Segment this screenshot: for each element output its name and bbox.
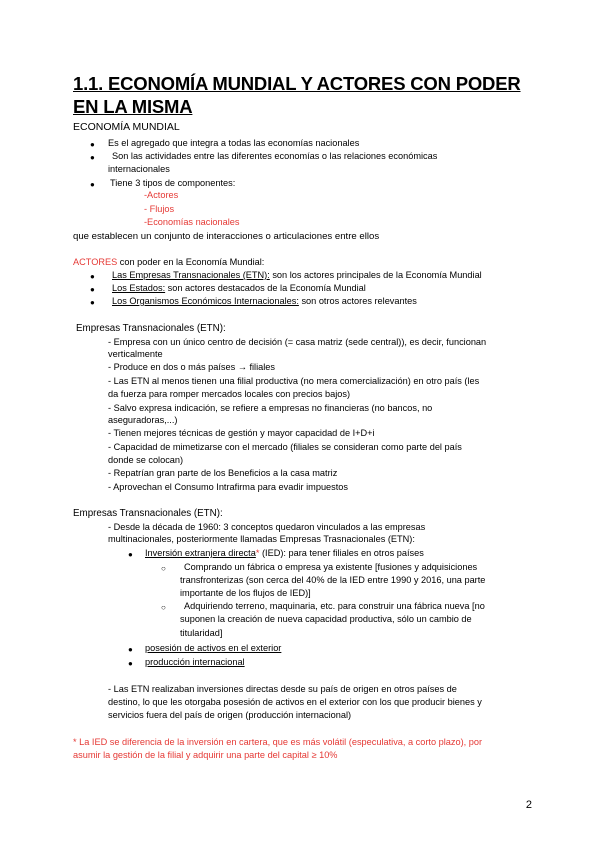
section-heading-etn: Empresas Transnacionales (ETN): <box>76 323 226 334</box>
footnote-line: * La IED se diferencia de la inversión en cartera, que es más volátil (especulativa, a corto plazo), por <box>73 737 483 747</box>
bullet-dot: ● <box>90 153 95 162</box>
produccion-item: producción internacional <box>145 657 245 667</box>
etn-line: - Salvo expresa indicación, se refiere a empresas no financieras (no bancos, no <box>108 403 433 413</box>
actor-item <box>112 295 417 308</box>
actores-word: ACTORES <box>73 257 118 267</box>
etn2-final-line: servicios fuera del país de origen (producción internacional) <box>108 710 352 720</box>
bullet-text-continued: internacionales <box>108 164 170 174</box>
ied-sub-line: importante de los flujos de IED)] <box>180 588 311 598</box>
etn-line: da fuerza para romper mercados locales con precios bajos) <box>108 389 351 399</box>
bullet-dot: ● <box>90 272 95 281</box>
actor-item <box>112 269 482 282</box>
ied-item <box>145 547 424 560</box>
actor-item-label: Las Empresas Transnacionales (ETN): <box>112 270 270 280</box>
bullet-text: Son las actividades entre las diferentes economías o las relaciones económicas <box>112 151 438 161</box>
actor-item-label: Los Organismos Económicos Internacionales: <box>112 296 299 306</box>
component-item: -Economías nacionales <box>144 217 240 227</box>
bullet-text: Tiene 3 tipos de componentes: <box>110 178 236 188</box>
ied-sub-line: titularidad] <box>180 628 223 638</box>
etn2-final-line: destino, lo que les otorgaba posesión de activos en el exterior con los que producir bienes y <box>108 697 482 707</box>
closing-text: que establecen un conjunto de interacciones o articulaciones entre ellos <box>73 231 380 242</box>
section-heading-economia-mundial: ECONOMÍA MUNDIAL <box>73 121 180 133</box>
etn-line: - Aprovechan el Consumo Intrafirma para evadir impuestos <box>108 482 349 492</box>
bullet-dot: ● <box>90 285 95 294</box>
etn-line: aseguradoras,...) <box>108 415 178 425</box>
etn-line: - Las ETN al menos tienen una filial productiva (no mera comercialización) en otro país (les <box>108 376 480 386</box>
ied-sub-line: Adquiriendo terreno, maquinaria, etc. para construir una fábrica nueva [no <box>184 601 485 611</box>
actor-item-desc: son otros actores relevantes <box>298 296 417 306</box>
bullet-dot: ● <box>128 645 133 654</box>
bullet-dot: ● <box>90 140 95 149</box>
ied-sub-line: transfronterizas (son cerca del 40% de la IED entre 1990 y 2016, una parte <box>180 575 486 585</box>
actor-item-desc: son los actores principales de la Economía Mundial <box>269 270 482 280</box>
etn-line: - Repatrían gran parte de los Beneficios a la casa matriz <box>108 468 338 478</box>
component-item: -Actores <box>144 190 179 200</box>
circle-bullet: ○ <box>161 564 166 573</box>
bullet-dot: ● <box>90 298 95 307</box>
bullet-dot: ● <box>128 659 133 668</box>
actores-intro-rest: con poder en la Economía Mundial: <box>117 257 265 267</box>
component-item: - Flujos <box>144 204 175 214</box>
ied-desc: (IED): para tener filiales en otros países <box>259 548 424 558</box>
etn-line: - Empresa con un único centro de decisión (= casa matriz (sede central)), es decir, funcionan <box>108 337 487 347</box>
etn-line: - Capacidad de mimetizarse con el mercado (filiales se consideran como parte del país <box>108 442 462 452</box>
page-title: 1.1. ECONOMÍA MUNDIAL Y ACTORES CON PODER EN LA MISMA <box>73 73 521 117</box>
page-number: 2 <box>525 799 532 811</box>
ied-footnote-star: * <box>255 548 260 558</box>
section-heading-etn-2: Empresas Transnacionales (ETN): <box>73 508 223 519</box>
bullet-dot: ● <box>90 180 95 189</box>
actor-item-desc: son actores destacados de la Economía Mundial <box>165 283 366 293</box>
actor-item <box>112 282 366 295</box>
circle-bullet: ○ <box>161 603 166 612</box>
etn2-intro-line: - Desde la década de 1960: 3 conceptos quedaron vinculados a las empresas <box>108 522 426 532</box>
etn2-final-line: - Las ETN realizaban inversiones directas desde su país de origen en otros países de <box>108 684 457 694</box>
etn2-intro-line: multinacionales, posteriormente llamadas Empresas Trasnacionales (ETN): <box>108 534 415 544</box>
actor-item-label: Los Estados: <box>112 283 166 293</box>
actores-intro <box>73 256 264 269</box>
ied-label: Inversión extranjera directa <box>145 548 256 558</box>
footnote-line: asumir la gestión de la filial y adquirir una parte del capital ≥ 10% <box>73 750 338 760</box>
etn-line: donde se colocan) <box>108 455 184 465</box>
bullet-text: Es el agregado que integra a todas las economías nacionales <box>108 138 360 148</box>
ied-sub-line: Comprando un fábrica o empresa ya existente [fusiones y adquisiciones <box>184 562 478 572</box>
posesion-item: posesión de activos en el exterior <box>145 643 282 653</box>
ied-sub-line: suponen la creación de nueva capacidad productiva, sólo un cambio de <box>180 614 472 624</box>
etn-line: - Produce en dos o más países → filiales <box>108 362 275 372</box>
etn-line: verticalmente <box>108 349 163 359</box>
bullet-dot: ● <box>128 550 133 559</box>
etn-line: - Tienen mejores técnicas de gestión y mayor capacidad de I+D+i <box>108 428 375 438</box>
